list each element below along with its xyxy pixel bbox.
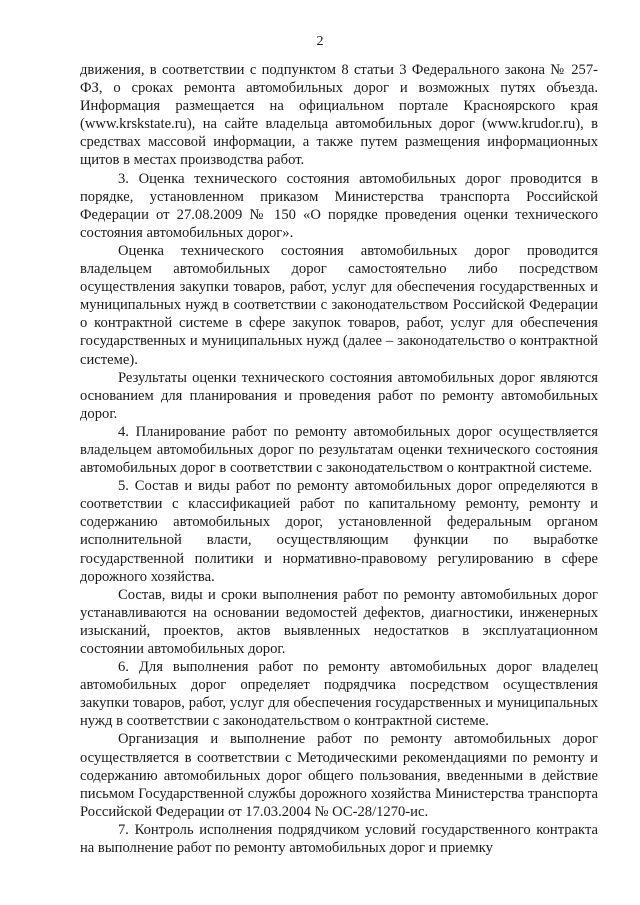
- paragraph-work-composition: Состав, виды и сроки выполнения работ по ремонту автомобильных дорог устанавливаются на основании ведомостей дефектов, диагностики, инженерных изысканий, проектов, актов выявленных недостатков в эксплуатационном состоянии автомобильных дорог.: [80, 586, 598, 657]
- paragraph-assessment-results: Результаты оценки технического состояния автомобильных дорог являются основанием для планирования и проведения работ по ремонту автомобильных дорог.: [80, 369, 598, 422]
- paragraph-item-3: 3. Оценка технического состояния автомобильных дорог проводится в порядке, установленном приказом Министерства транспорта Российской Федерации от 27.08.2009 № 150 «О порядке проведения оценки технического состояния автомобильных дорог».: [80, 170, 598, 241]
- paragraph-item-5: 5. Состав и виды работ по ремонту автомобильных дорог определяются в соответствии с классификацией работ по капитальному ремонту, ремонту и содержанию автомобильных дорог, установленной федеральным органом исполнительной власти, осуществляющим функции по выработке государственной политики и нормативно-правовому регулированию в сфере дорожного хозяйства.: [80, 478, 598, 585]
- page-number: 2: [316, 34, 324, 49]
- paragraph-continuation: движения, в соответствии с подпунктом 8 статьи 3 Федерального закона № 257-ФЗ, о сроках ремонта автомобильных дорог и возможных путях объезда. Информация размещается на официальном портале Красноярского края (www.krskstate.ru), на сайте владельца автомобильных дорог (www.krudor.ru), в средствах массовой информации, а также путем размещения информационных щитов в местах производства работ.: [80, 62, 598, 169]
- paragraph-work-organization: Организация и выполнение работ по ремонту автомобильных дорог осуществляется в соответствии с Методическими рекомендациями по ремонту и содержанию автомобильных дорог общего пользования, введенными в действие письмом Государственной службы дорожного хозяйства Министерства транспорта Российской Федерации от 17.03.2004 № ОС-28/1270-ис.: [80, 731, 598, 820]
- paragraph-assessment-method: Оценка технического состояния автомобильных дорог проводится владельцем автомобильных дорог самостоятельно либо посредством осуществления закупки товаров, работ, услуг для обеспечения государственных и муниципальных нужд в соответствии с законодательством Российской Федерации о контрактной системе в сфере закупок товаров, работ, услуг для обеспечения государственных и муниципальных нужд (далее – законодательство о контрактной системе).: [80, 242, 598, 368]
- paragraph-item-7: 7. Контроль исполнения подрядчиком условий государственного контракта на выполнение работ по ремонту автомобильных дорог и приемку: [80, 821, 598, 857]
- paragraph-item-6: 6. Для выполнения работ по ремонту автомобильных дорог владелец автомобильных дорог определяет подрядчика посредством осуществления закупки товаров, работ, услуг для обеспечения государственных и муниципальных нужд в соответствии с законодательством о контрактной системе.: [80, 659, 598, 730]
- document-body: [80, 61, 598, 857]
- paragraph-item-4: 4. Планирование работ по ремонту автомобильных дорог осуществляется владельцем автомобильных дорог по результатам оценки технического состояния автомобильных дорог в соответствии с законодательством о контрактной системе.: [80, 423, 598, 477]
